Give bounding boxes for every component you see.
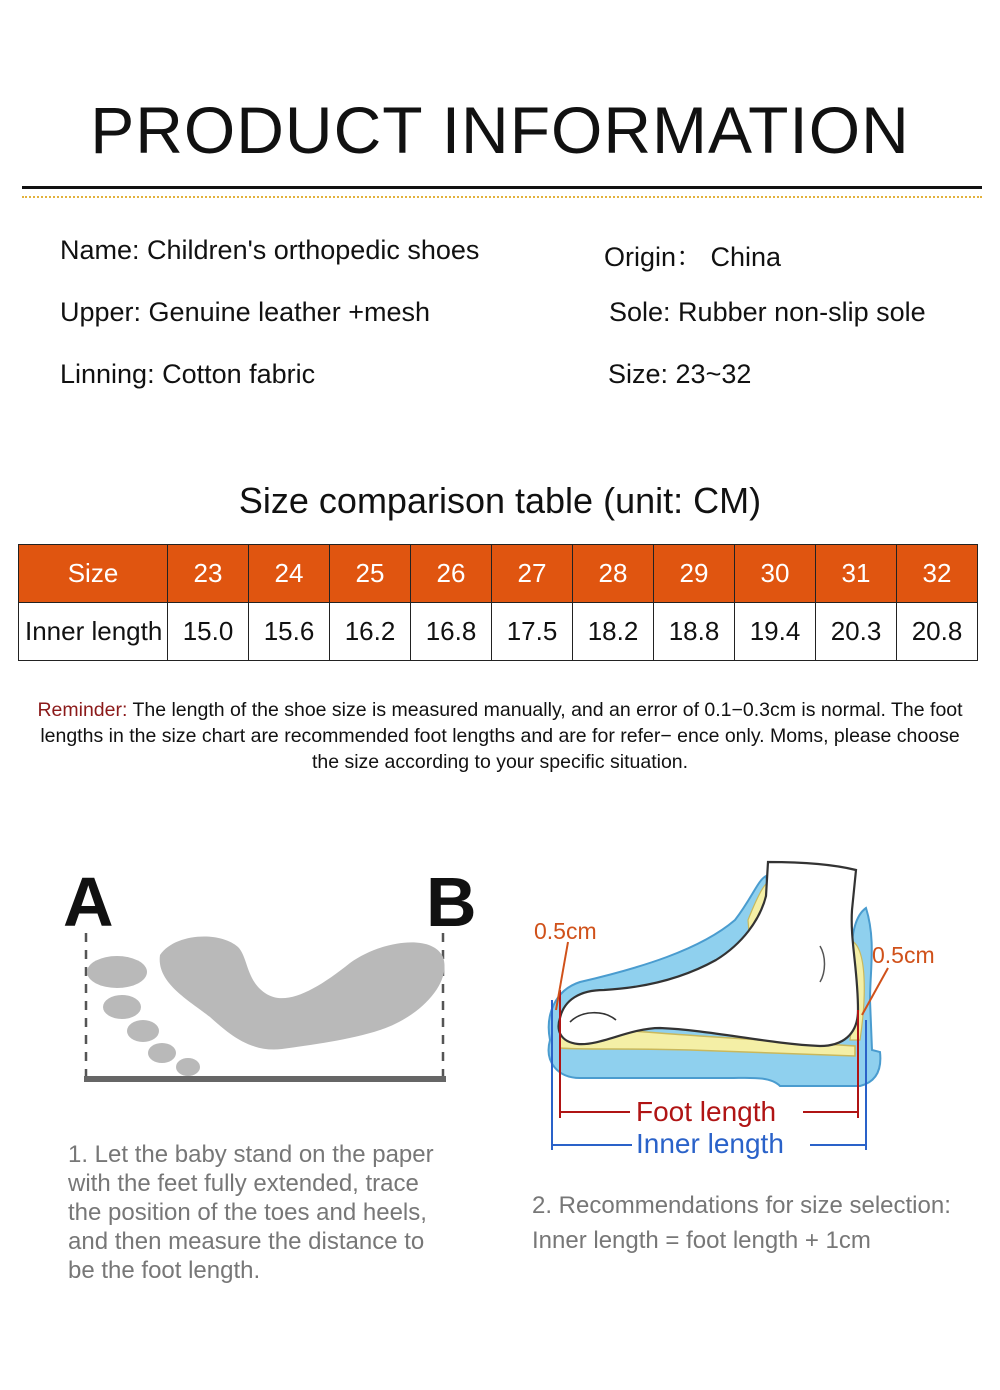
info-upper-value: Genuine leather +mesh	[141, 297, 430, 327]
inner-length-label: Inner length	[19, 603, 168, 661]
inner-length-cell: 16.2	[330, 603, 411, 661]
size-cell: 28	[573, 545, 654, 603]
size-selection-recommendation	[532, 1188, 951, 1258]
info-linning-key: Linning:	[60, 359, 155, 389]
info-size-key: Size:	[608, 359, 669, 389]
inner-length-cell: 15.6	[249, 603, 330, 661]
inner-length-label: Inner length	[636, 1128, 784, 1159]
inner-length-cell: 17.5	[492, 603, 573, 661]
info-upper	[60, 297, 430, 328]
toe-gap-label: 0.5cm	[534, 918, 597, 944]
info-linning	[60, 359, 315, 390]
size-cell: 29	[654, 545, 735, 603]
big-toe-print	[87, 956, 147, 988]
reminder-note	[28, 697, 972, 775]
size-cell: 31	[816, 545, 897, 603]
info-name-key: Name:	[60, 235, 140, 265]
footprint-sole-shape	[160, 937, 445, 1050]
title-divider	[22, 186, 982, 189]
inner-length-cell: 18.2	[573, 603, 654, 661]
footprint-diagram	[60, 925, 460, 1090]
foot-length-label: Foot length	[636, 1096, 777, 1127]
caption-line: be the foot length.	[68, 1257, 261, 1284]
caption-line: and then measure the distance to	[68, 1228, 425, 1255]
caption-line: Inner length = foot length + 1cm	[532, 1227, 871, 1254]
heel-gap-label: 0.5cm	[872, 942, 935, 968]
toe-print-5	[176, 1058, 200, 1076]
size-cell: 32	[897, 545, 978, 603]
info-size-value: 23~32	[668, 359, 752, 389]
reminder-label: Reminder:	[37, 699, 128, 721]
caption-line: 1. Let the baby stand on the paper	[68, 1141, 434, 1168]
size-cell: 26	[411, 545, 492, 603]
page-title: PRODUCT INFORMATION	[90, 93, 910, 167]
info-sole	[609, 297, 926, 328]
info-upper-key: Upper:	[60, 297, 142, 327]
measurement-baseline	[84, 1076, 446, 1082]
caption-line: 2. Recommendations for size selection:	[532, 1192, 951, 1219]
size-cell: 24	[249, 545, 330, 603]
info-name-value: Children's orthopedic shoes	[139, 235, 480, 265]
inner-length-cell: 20.3	[816, 603, 897, 661]
info-sole-key: Sole:	[609, 297, 671, 327]
size-cell: 27	[492, 545, 573, 603]
caption-line: the position of the toes and heels,	[68, 1199, 427, 1226]
title-dotted-divider	[22, 196, 982, 198]
toe-print-4	[148, 1043, 176, 1063]
toe-print-3	[127, 1020, 159, 1042]
inner-length-cell: 20.8	[897, 603, 978, 661]
inner-length-cell: 16.8	[411, 603, 492, 661]
size-table	[18, 544, 978, 661]
caption-line: with the feet fully extended, trace	[68, 1170, 419, 1197]
tracing-instructions	[68, 1140, 434, 1285]
info-name	[60, 235, 479, 266]
info-origin-key: Origin：	[604, 242, 704, 272]
size-cell: 23	[168, 545, 249, 603]
marker-a-label: A	[63, 863, 114, 941]
info-size	[608, 359, 751, 390]
size-header-label: Size	[19, 545, 168, 603]
size-table-inner-length-row	[19, 603, 978, 661]
inner-length-cell: 15.0	[168, 603, 249, 661]
size-table-header-row	[19, 545, 978, 603]
info-linning-value: Cotton fabric	[154, 359, 316, 389]
size-cell: 30	[735, 545, 816, 603]
size-table-title: Size comparison table (unit: CM)	[238, 480, 762, 521]
size-cell: 25	[330, 545, 411, 603]
info-origin	[604, 235, 781, 274]
inner-length-cell: 18.8	[654, 603, 735, 661]
marker-b-label: B	[426, 863, 477, 941]
inner-length-cell: 19.4	[735, 603, 816, 661]
info-origin-value: China	[703, 242, 782, 272]
reminder-text: The length of the shoe size is measured manually, and an error of 0.1−0.3cm is normal. The foot lengths in the size chart are recommended foot lengths and are for refer− ence only. Moms, please choose the size according to your specific situation.	[40, 699, 963, 773]
toe-print-2	[103, 995, 141, 1019]
info-sole-value: Rubber non-slip sole	[670, 297, 926, 327]
